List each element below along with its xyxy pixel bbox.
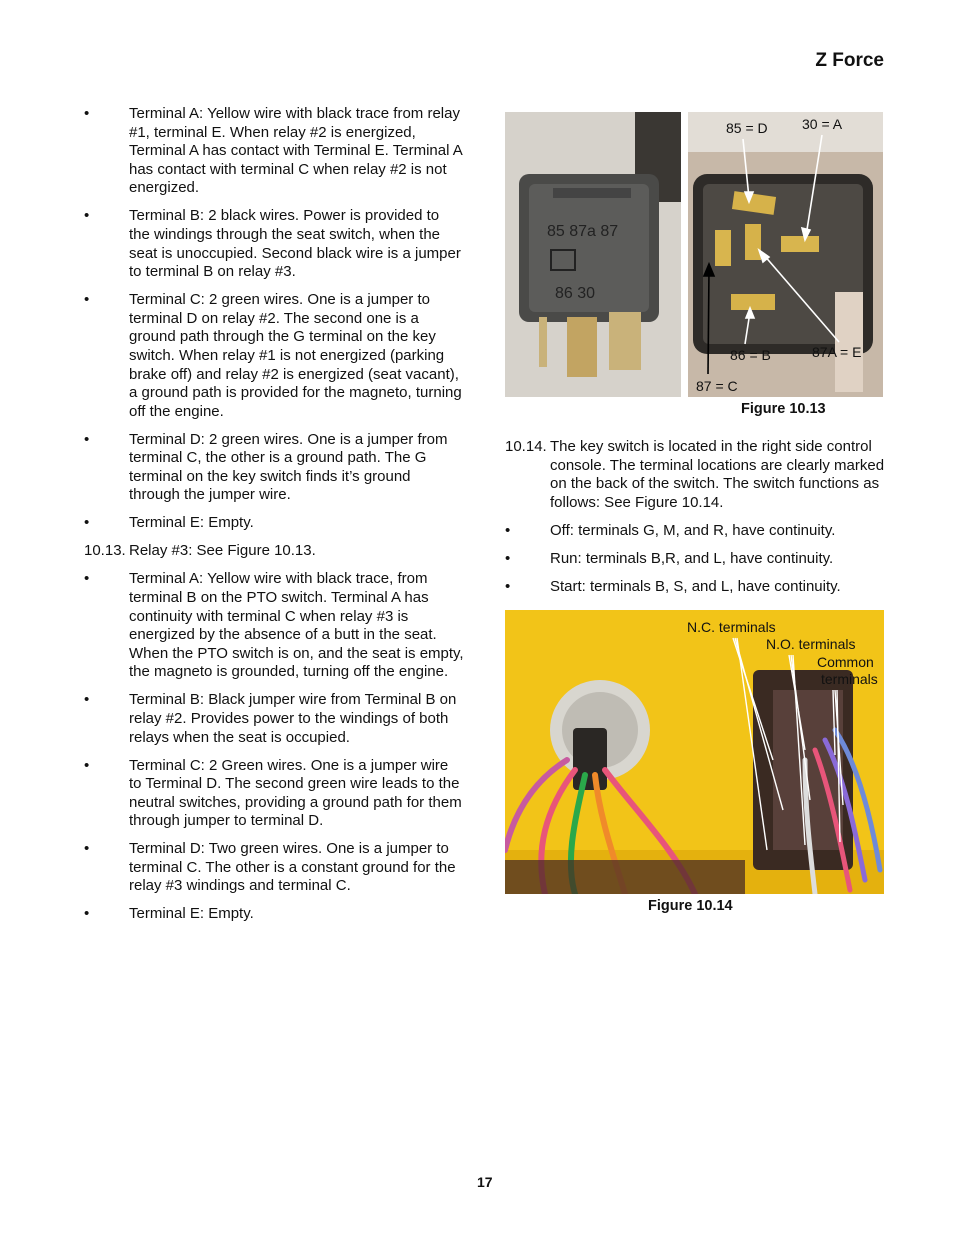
- item-text: Terminal D: 2 green wires. One is a jumper from terminal C, the other is a ground path. The G terminal on the key switch finds it’s ground through the jumper wire.: [129, 430, 448, 504]
- item-text: Terminal D: Two green wires. One is a jumper to terminal C. The other is a constant ground for the relay #3 windings and terminal C.: [129, 840, 456, 895]
- list-item: • Terminal B: Black jumper wire from Terminal B on relay #2. Provides power to the windings of both relays when the seat is occupied.: [84, 691, 457, 746]
- item-text: Start: terminals B, S, and L, have continuity.: [550, 577, 841, 595]
- list-item: • Run: terminals B,R, and L, have continuity.: [505, 549, 834, 567]
- step-10-13: 10.13. Relay #3: See Figure 10.13.: [84, 542, 316, 560]
- item-text: Terminal A: Yellow wire with black trace, from terminal B on the PTO switch. Terminal A has continuity with terminal C when relay #3 is energized by the absence of a butt in the seat. When the PTO switch is on, and the seat is empty, the magneto is grounded, turning off the engine.: [129, 570, 464, 681]
- label-87-c: 87 = C: [696, 378, 738, 394]
- list-item: • Terminal C: 2 green wires. One is a jumper to terminal D on relay #2. The second one is a ground path through the G terminal on the key switch. When relay #1 is not energized (parking brake off) and relay #2 is energized (seat vacant), a ground path is provided for the magneto, turning off the engine.: [84, 291, 462, 420]
- label-86-b: 86 = B: [730, 347, 771, 363]
- item-text: Terminal A: Yellow wire with black trace from relay #1, terminal E. When relay #2 is energized, Terminal A has contact with Terminal E. Terminal A has contact with terminal C when relay #2 is not energized.: [129, 105, 462, 197]
- right-column: [505, 438, 885, 606]
- relay-marking-top: 85 87a 87: [547, 223, 619, 240]
- list-item: • Start: terminals B, S, and L, have continuity.: [505, 577, 841, 595]
- relay-marking-bottom: 86 30: [555, 285, 596, 302]
- list-item: • Terminal D: 2 green wires. One is a jumper from terminal C, the other is a ground path. The G terminal on the key switch finds it’s ground through the jumper wire.: [84, 430, 448, 504]
- figure-10-13-photo: [505, 112, 883, 397]
- label-85-d: 85 = D: [726, 120, 768, 136]
- list-item: • Terminal E: Empty.: [84, 514, 254, 532]
- label-no-terminals: N.O. terminals: [766, 636, 856, 652]
- list-item: • Terminal E: Empty.: [84, 905, 254, 923]
- list-item: • Terminal A: Yellow wire with black trace, from terminal B on the PTO switch. Terminal A has continuity with terminal C when relay #3 is energized by the absence of a butt in the seat. When the PTO switch is on, and the seat is empty, the magneto is grounded, turning off the engine.: [84, 570, 464, 681]
- item-text: Terminal B: Black jumper wire from Terminal B on relay #2. Provides power to the windings of both relays when the seat is occupied.: [129, 691, 457, 746]
- item-text: Terminal B: 2 black wires. Power is provided to the windings through the seat switch, when the seat is unoccupied. Second black wire is a jumper to terminal B on relay #3.: [129, 207, 461, 281]
- item-text: Terminal E: Empty.: [129, 514, 254, 532]
- page-number: 17: [477, 1174, 493, 1190]
- item-text: Terminal C: 2 Green wires. One is a jumper wire to Terminal D. The second green wire leads to the neutral switches, providing a ground path for them through jumper to terminal D.: [129, 756, 462, 830]
- item-text: Off: terminals G, M, and R, have continuity.: [550, 521, 836, 539]
- label-terminals: terminals: [821, 671, 878, 687]
- list-item: • Terminal A: Yellow wire with black trace from relay #1, terminal E. When relay #2 is energized, Terminal A has contact with Terminal E. Terminal A has contact with terminal C when relay #2 is not energized.: [84, 105, 462, 197]
- list-item: • Terminal D: Two green wires. One is a jumper to terminal C. The other is a constant ground for the relay #3 windings and terminal C.: [84, 840, 456, 895]
- step-10-14: 10.14. The key switch is located in the right side control console. The terminal locations are clearly marked on the back of the switch. The switch functions as follows: See Figure 10.14.: [505, 438, 885, 511]
- list-item: • Terminal B: 2 black wires. Power is provided to the windings through the seat switch, when the seat is unoccupied. Second black wire is a jumper to terminal B on relay #3.: [84, 207, 461, 281]
- label-87a-e: 87A = E: [812, 344, 862, 360]
- label-common: Common: [817, 654, 874, 670]
- list-item: • Terminal C: 2 Green wires. One is a jumper wire to Terminal D. The second green wire leads to the neutral switches, providing a ground path for them through jumper to terminal D.: [84, 756, 462, 830]
- left-column: [84, 105, 464, 933]
- header-title: Z Force: [815, 50, 884, 71]
- list-item: • Off: terminals G, M, and R, have continuity.: [505, 521, 836, 539]
- item-text: Terminal E: Empty.: [129, 905, 254, 923]
- figure-10-14-photo: [505, 610, 884, 894]
- item-text: Terminal C: 2 green wires. One is a jumper to terminal D on relay #2. The second one is a ground path through the G terminal on the key switch. When relay #1 is not energized (parking brake off) and relay #2 is energized (seat vacant), a ground path is provided for the magneto, turning off the engine.: [129, 291, 462, 420]
- figure-10-14-caption: Figure 10.14: [648, 898, 733, 914]
- label-nc-terminals: N.C. terminals: [687, 619, 776, 635]
- item-text: Run: terminals B,R, and L, have continuity.: [550, 549, 834, 567]
- figure-10-13-caption: Figure 10.13: [741, 401, 826, 417]
- label-30-a: 30 = A: [802, 116, 843, 132]
